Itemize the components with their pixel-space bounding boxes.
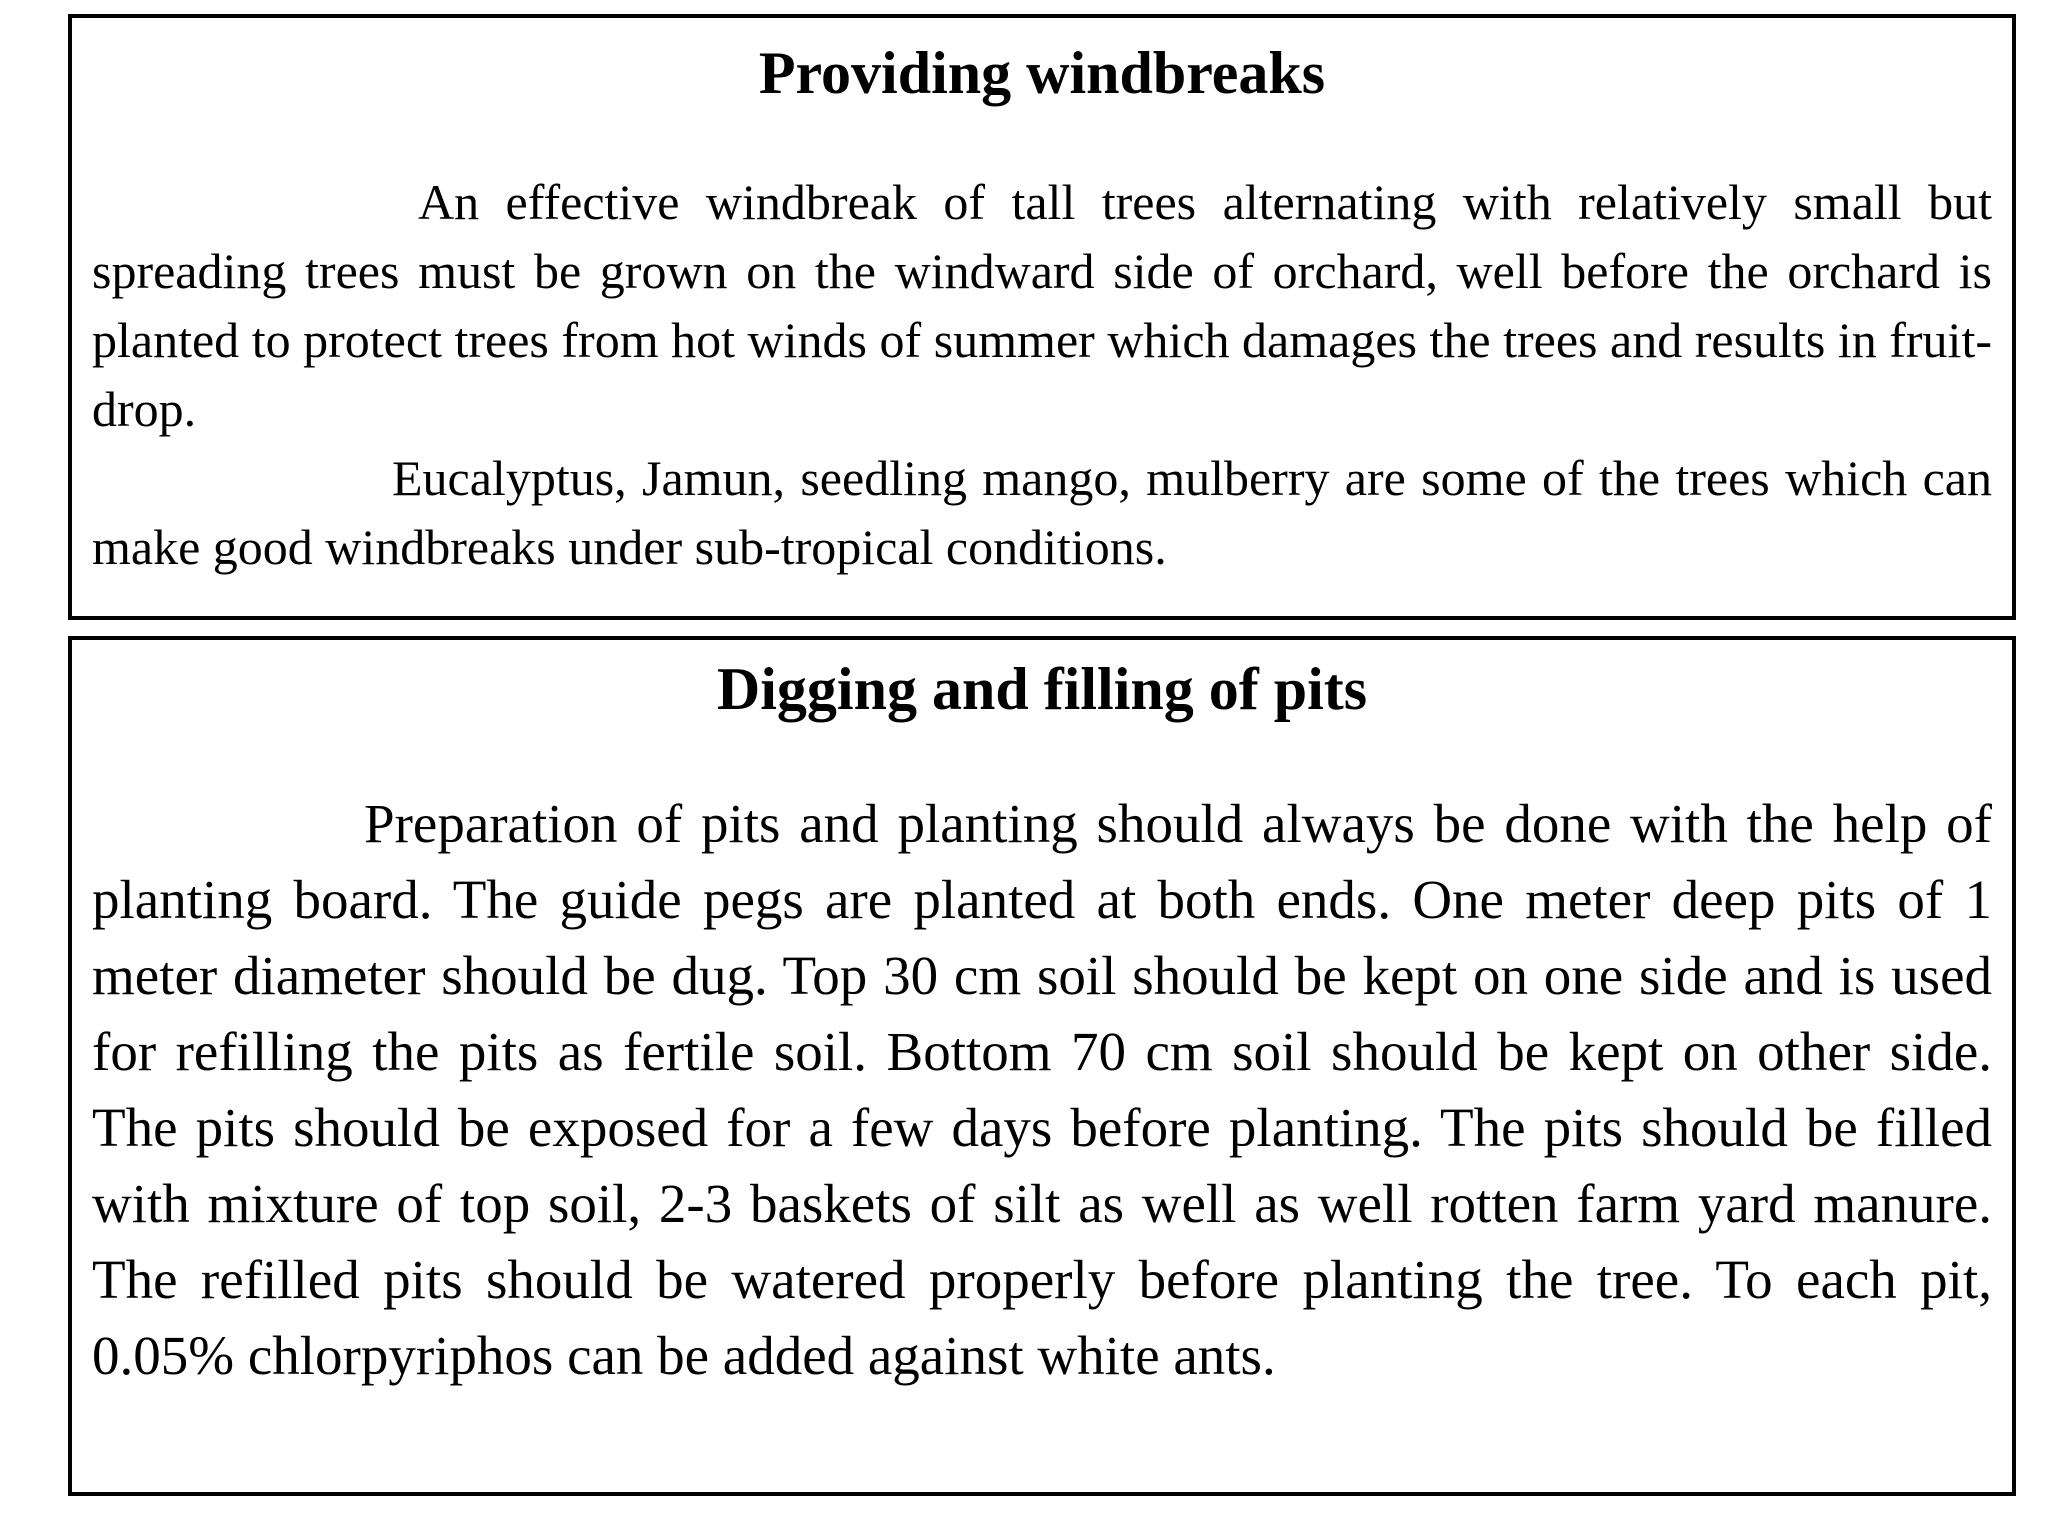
pits-paragraph-1: Preparation of pits and planting should always be done with the help of planting board. The guide pegs are planted at both ends. One meter deep pits of 1 meter diameter should be dug. Top 30 cm soil should be kept on one side and is used for refilling the pits as fertile soil. Bottom 70 cm soil should be kept on other side. The pits should be exposed for a few days before planting. The pits should be filled with mixture of top soil, 2-3 baskets of silt as well as well rotten farm yard manure. The refilled pits should be watered properly before planting the tree. To each pit, 0.05% chlorpyriphos can be added against white ants. — [92, 793, 1992, 1386]
section-pits — [68, 636, 2016, 1496]
windbreaks-paragraph-1: An effective windbreak of tall trees alternating with relatively small but spreading trees must be grown on the windward side of orchard, well before the orchard is planted to protect trees from hot winds of summer which damages the trees and results in fruit-drop. — [92, 174, 1992, 437]
section-heading-windbreaks: Providing windbreaks — [758, 40, 1326, 106]
section-windbreaks — [68, 14, 2016, 620]
section-heading-pits: Digging and filling of pits — [716, 656, 1368, 722]
windbreaks-paragraph-2: Eucalyptus, Jamun, seedling mango, mulberry are some of the trees which can make good windbreaks under sub-tropical conditions. — [92, 450, 1992, 575]
